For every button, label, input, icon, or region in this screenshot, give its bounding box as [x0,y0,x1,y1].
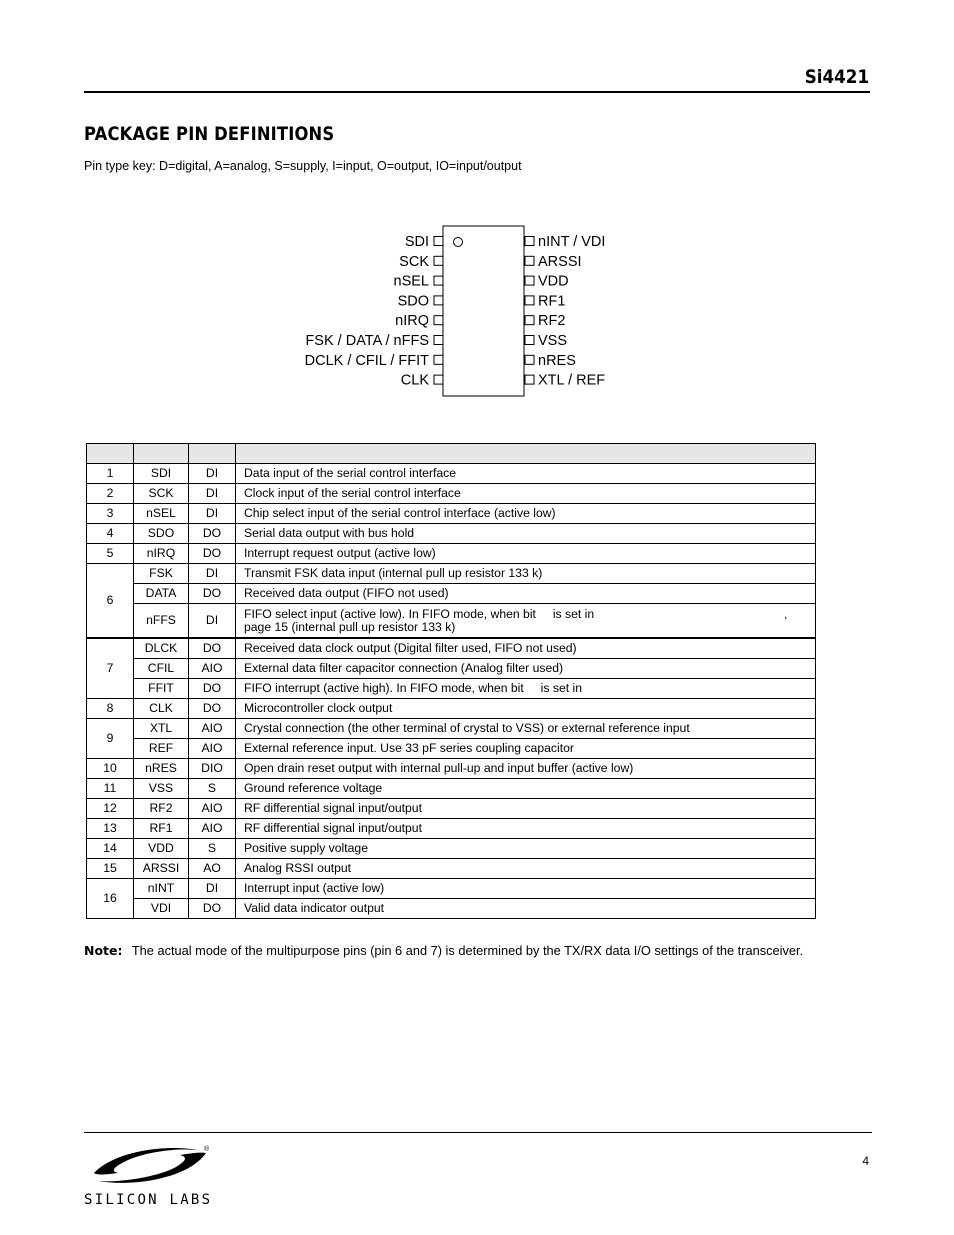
pin-type: AIO [189,799,236,819]
pin-description: Clock input of the serial control interface [236,484,816,504]
table-row [87,464,816,484]
pin-number: 5 [87,544,134,564]
right-pin-10-label: nRES [538,352,576,369]
right-pin-12-box [525,316,534,325]
pin-number: 3 [87,504,134,524]
left-pin-8-box [434,375,443,384]
table-row [87,879,816,899]
table-row [87,899,816,919]
pin-name: SDO [134,524,189,544]
pin-name: RF1 [134,819,189,839]
right-pin-14-label: VDD [538,273,569,290]
pin-name: DLCK [134,638,189,659]
left-pin-6-label: FSK / DATA / nFFS [305,333,429,349]
pin-description-line2: page 15 (internal pull up resistor 133 k) [244,619,456,634]
right-pin-11-box [525,336,534,345]
pin-name: nRES [134,759,189,779]
pin-description: Analog RSSI output [236,859,816,879]
table-row [87,484,816,504]
page-number: 4 [862,1154,869,1168]
right-pin-14-box [525,276,534,285]
pin-description: Transmit FSK data input (internal pull up resistor 133 k) [236,564,816,584]
pin-description: Serial data output with bus hold [236,524,816,544]
pin-number: 2 [87,484,134,504]
pin-type: DO [189,524,236,544]
pin-type: DO [189,584,236,604]
document-id: Si4421 [804,66,869,88]
table-row [87,679,816,699]
pin-name: nINT [134,879,189,899]
right-pin-13-box [525,296,534,305]
pin-name: VDI [134,899,189,919]
table-row [87,759,816,779]
pin-name: DATA [134,584,189,604]
left-pin-2-label: SCK [399,253,429,270]
pin-description: Positive supply voltage [236,839,816,859]
header-rule [84,91,870,93]
pin-description: Valid data indicator output [236,899,816,919]
pin-type: AIO [189,819,236,839]
pin-type: AO [189,859,236,879]
pin-type: DI [189,564,236,584]
pin-type: DO [189,638,236,659]
pin-type: DIO [189,759,236,779]
pin-description-tail: , [784,606,788,621]
right-pin-15-label: ARSSI [538,253,582,270]
pin-number: 12 [87,799,134,819]
table-row [87,799,816,819]
section-title: PACKAGE PIN DEFINITIONS [84,123,335,145]
left-pin-4-label: SDO [397,293,429,310]
right-pin-9-label: XTL / REF [538,372,606,389]
pin-type: AIO [189,719,236,739]
pin-number: 15 [87,859,134,879]
pin-type: DO [189,899,236,919]
pin-type: AIO [189,659,236,679]
pin-name: XTL [134,719,189,739]
table-row [87,524,816,544]
note [84,943,803,958]
right-pin-12-label: RF2 [538,313,566,330]
chip-body [443,226,524,396]
pin-number: 8 [87,699,134,719]
pin-description: Data input of the serial control interface [236,464,816,484]
pin-name: FFIT [134,679,189,699]
pin-definitions-table [86,443,816,919]
table-row [87,699,816,719]
table-row [87,638,816,659]
pin-description: RF differential signal input/output [236,819,816,839]
table-row [87,604,816,639]
table-row [87,819,816,839]
pin-name: CFIL [134,659,189,679]
left-pin-1-box [434,237,443,246]
header-cell-name [134,444,189,464]
pin-description: Received data clock output (Digital filter used, FIFO not used) [236,638,816,659]
left-pin-6-box [434,336,443,345]
pin-name: RF2 [134,799,189,819]
pin-type: AIO [189,739,236,759]
pin-type: DI [189,484,236,504]
left-pin-3-box [434,276,443,285]
pin-description: Open drain reset output with internal pull-up and input buffer (active low) [236,759,816,779]
pin-number: 13 [87,819,134,839]
pin-type: DO [189,679,236,699]
pin-description: External reference input. Use 33 pF series coupling capacitor [236,739,816,759]
pin-description: FIFO interrupt (active high). In FIFO mode, when bit is set in [236,679,816,699]
left-pin-5-box [434,316,443,325]
pin-description: Interrupt input (active low) [236,879,816,899]
pin-type: DI [189,879,236,899]
table-row [87,564,816,584]
header-cell-type [189,444,236,464]
silicon-labs-logo [84,1143,219,1207]
pin-description: Interrupt request output (active low) [236,544,816,564]
right-pin-16-label: nINT / VDI [538,234,606,250]
note-text: The actual mode of the multipurpose pins (pin 6 and 7) is determined by the TX/RX data I/O settings of the transceiver. [131,943,804,958]
pin-description: Chip select input of the serial control interface (active low) [236,504,816,524]
left-pin-3-label: nSEL [393,273,429,290]
right-pin-13-label: RF1 [538,293,566,310]
table-row [87,584,816,604]
pin-name: nIRQ [134,544,189,564]
note-label: Note: [84,943,123,958]
table-row [87,839,816,859]
pin-description: Microcontroller clock output [236,699,816,719]
pin-type-key: Pin type key: D=digital, A=analog, S=supply, I=input, O=output, IO=input/output [84,159,522,173]
header-cell-pin [87,444,134,464]
pin-description: Crystal connection (the other terminal of crystal to VSS) or external reference input [236,719,816,739]
pin-description: Received data output (FIFO not used) [236,584,816,604]
table-row [87,504,816,524]
pin-name: REF [134,739,189,759]
pin-type: DO [189,699,236,719]
pin-name: VSS [134,779,189,799]
logo-wordmark: SILICON LABS [84,1192,210,1207]
header-cell-description [236,444,816,464]
left-pin-8-label: CLK [400,372,429,389]
pin-type: DO [189,544,236,564]
footer-rule [84,1132,872,1133]
logo-registered-mark: ® [204,1146,210,1153]
pin-name: CLK [134,699,189,719]
pin-number: 1 [87,464,134,484]
pinout-diagram [280,220,680,410]
pin-name: FSK [134,564,189,584]
pin-number: 16 [87,879,134,919]
pin-description-line1: FIFO select input (active low). In FIFO mode, when bit is set in [244,606,595,621]
pin-number: 4 [87,524,134,544]
pin-number: 11 [87,779,134,799]
table-row [87,659,816,679]
left-pin-2-box [434,256,443,265]
pin-type: DI [189,504,236,524]
pin-number: 14 [87,839,134,859]
pin-number: 7 [87,638,134,699]
pin-description: Ground reference voltage [236,779,816,799]
pin-name: SDI [134,464,189,484]
pin-name: VDD [134,839,189,859]
pin-type: S [189,779,236,799]
pin-name: nSEL [134,504,189,524]
left-pin-1-label: SDI [404,234,429,250]
pin-description: External data filter capacitor connection (Analog filter used) [236,659,816,679]
pin-description: RF differential signal input/output [236,799,816,819]
right-pin-16-box [525,237,534,246]
pin-name: ARSSI [134,859,189,879]
pin-description [236,604,816,639]
right-pin-15-box [525,256,534,265]
right-pin-11-label: VSS [538,333,568,349]
table-header-row [87,444,816,464]
table-row [87,544,816,564]
pin-type: S [189,839,236,859]
right-pin-10-box [525,355,534,364]
pin-type: DI [189,604,236,639]
table-row [87,859,816,879]
left-pin-7-label: DCLK / CFIL / FFIT [304,352,429,369]
table-row [87,739,816,759]
table-row [87,779,816,799]
left-pin-5-label: nIRQ [395,313,429,330]
pin-number: 9 [87,719,134,759]
left-pin-7-box [434,355,443,364]
pin-number: 10 [87,759,134,779]
left-pin-4-box [434,296,443,305]
pin-name: nFFS [134,604,189,639]
pin-number: 6 [87,564,134,639]
pin1-marker [454,238,463,247]
table-row [87,719,816,739]
right-pin-9-box [525,375,534,384]
pin-type: DI [189,464,236,484]
pin-name: SCK [134,484,189,504]
